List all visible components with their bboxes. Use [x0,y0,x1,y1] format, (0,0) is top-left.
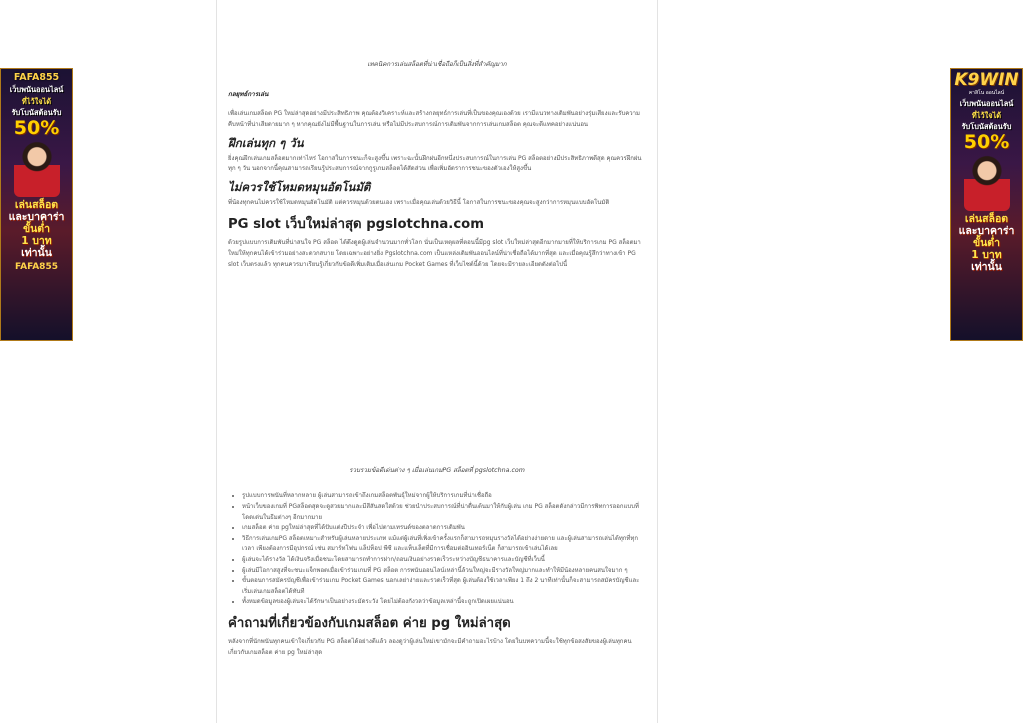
banner-percent: 50% [13,116,60,139]
benefits-list [228,491,646,608]
banner-big-4: 1 บาท [971,248,1002,261]
list-item: • ผู้เล่นจะได้รางวัล ได้เงินจริงเมื่อชนะโดยสามารถทำการฝาก/ถอนเงินอย่างรวดเร็วระหว่างบัญชีธนาคารและบัญชีที่เว็บนี้ [242,555,646,566]
banner-model-image [14,141,60,197]
banner-logo-sub: คาสิโน ออนไลน์ [968,90,1005,96]
list-item: • รูปแบบการพนันที่หลากหลาย ผู้เล่นสามารถเข้าถึงเกมสล็อตพันธุ์ใหม่จากผู้ให้บริการเกมที่น่าเชื่อถือ [242,491,646,502]
banner-big-1: เล่นสล็อต [14,198,59,211]
heading-practice: ฝึกเล่นทุก ๆ วัน [228,135,304,150]
article-column [216,0,658,723]
banner-big-5: เท่านั้น [971,260,1002,273]
list-item: • ผู้เล่นมีโอกาสสูงที่จะชนะแจ็กพอตเมื่อเข้าร่วมเกมที่ PG สล็อต การพนันออนไลน์เหล่านี้ล้วนใหญ่จะมีรางวัลใหญ่มากและทำให้มีน้องหลายคนสนใจมาก ๆ [242,566,646,577]
strategy-paragraph: เพื่อเล่นเกมสล็อต PG ใหม่ล่าสุดอย่างมีประสิทธิภาพ คุณต้องวิเคราะห์และสร้างกลยุทธ์การเล่นที่เป็นของคุณเองด้วย เรามีแนวทางเดิมพันอย่างรุ่มเสียงและรับความคืบหน้าที่น่าเสียดายมาก ๆ หากคุณยังไม่มีพื้นฐานในการเล่น หรือไม่มีประสบการณ์การเดิมพันจากการเล่นเกมสล็อต คุณจะดีแทคอย่างแน่นอน [228,110,641,128]
banner-big-2: และบาคาร่า [958,224,1015,237]
auto-spin-paragraph: พี่น้องทุกคนไม่ควรใช้โหมดหมุนอัตโนมัติ แต่ควรหมุนด้วยตนเอง เพราะเมื่อคุณเล่นด้วยวิธีนี้ โอกาสในการชนะของคุณจะสูงกว่าการหมุนแบบอัตโนมัติ [228,199,610,207]
banner-big-3: ขั้นต่ำ [972,236,1001,249]
banner-logo: K9WIN [954,70,1019,90]
banner-model-image [964,155,1010,211]
banner-big-1: เล่นสล็อต [964,212,1009,225]
banner-line-2: ที่ไว้ใจได้ [971,110,1002,120]
banner-big-4: 1 บาท [21,234,52,247]
faq-paragraph: หลังจากที่นักพนันทุกคนเข้าใจเกี่ยวกับ PG สล็อตได้อย่างดีแล้ว ลองดูว่าผู้เล่นใหม่เขามักจะมีคำถามอะไรบ้าง โดยในบทความนี้จะใช้ทุกข้อสงสัยของผู้เล่นทุกคน เกี่ยวกับเกมสล็อต ค่าย pg ใหม่ล่าสุด [228,637,632,656]
list-item: • หน้าเว็บของเกมที่ PGสล็อตสุดจะดูสวยมากและมีสีสันสดใสด้วย ช่วยนำประสบการณ์ที่น่าตื่นเต้นมาให้กับผู้เล่น เกม PG สล็อตดังกล่าวมีการพิทการออกแบบที่โดดเด่นในธีมต่างๆ อีกมากมาย [242,502,646,523]
banner-brand-top: FAFA855 [13,72,60,83]
banner-line-2: ที่ไว้ใจได้ [21,96,52,106]
list-item: • ขั้นตอนการสมัครบัญชีเพื่อเข้าร่วมเกม Pocket Games นอกเลย่าง่ายและรวดเร็วที่สุด ผู้เล่นต้องใช้เวลาเพียง 1 ถึง 2 นาทีเท่านั้นก็จะสามารถสมัครบัญชีและเริ่มเล่นเกมสล็อตได้ทันที [242,576,646,597]
heading-faq: คำถามที่เกี่ยวข้องกับเกมสล็อต ค่าย pg ใหม่ล่าสุด [228,615,511,631]
practice-paragraph: ยิ่งคุณฝึกเล่นเกมสล็อตมากเท่าไหร่ โอกาสในการชนะก็จะสูงขึ้น เพราะฉะนั้นฝึกฝนอีกหนึ่งประสบการณ์ในการเล่น PG สล็อตอย่างมีประสิทธิภาพดีสุด คุณควรฝึกฝนทุก ๆ วัน นอกจากนี้คุณสามารถเรียนรู้ประสบการณ์จากกูรูเกมสล็อตได้สัดส่วน เพื่อเพิ่มอัตราการชนะของตัวเองให้สูงขึ้น [228,154,642,173]
banner-big-2: และบาคาร่า [8,210,65,223]
banner-line-3: รับโบนัสต้อนรับ [961,122,1012,131]
banner-line-1: เว็บพนันออนไลน์ [9,85,64,94]
banner-line-1: เว็บพนันออนไลน์ [959,99,1014,108]
right-ad-banner[interactable] [950,68,1023,341]
list-item: • เกมสล็อต ค่าย pgใหม่ล่าสุดที่ได้ปับแต่งปีประจำ เพื่อไปตามเทรนด์ของตลาดการเดิมพัน [242,523,646,534]
heading-auto-spin: ไม่ควรใช้โหมดหมุนอัตโนมัติ [228,180,371,195]
new-site-paragraph: ด้วยรูปแบบการเดิมพันที่น่าสนใจ PG สล็อต ได้ดึงดูดผู้เล่นจำนวนมากทั่วโลก นั่นเป็นเหตุผลที่ตอนนี้มีpg slot เว็บใหม่ล่าสุดอีกมากมายที่ให้บริการเกม PG สล็อตมาใหม่ให้ทุกคนได้เข้าร่วมอย่างสะดวกสบาย โดยเฉพาะอย่างยิ่ง Pgslotchna.com เป็นแหล่งเดิมพันออนไลน์ที่น่าเชื่อถือได้มากที่สุด และเมื่อคุณรู้สึกว่าทางเข้า PG slot เว็บตรงแล้ว ทุกคนควรมาเรียนรู้เกี่ยวกับข้อดีเพิ่มเติมเมื่อเล่นเกม Pocket Games ที่เว็บไซต์นี้ด้วย โดยจะมีรายละเอียดดังต่อไปนี้ [228,238,641,268]
banner-big-5: เท่านั้น [21,246,52,259]
heading-new-site: PG slot เว็บใหม่ล่าสุด pgslotchna.com [228,216,484,232]
list-item: • ทั้งหมดข้อมูลของผู้เล่นจะได้รักษาเป็นอย่างระมัดระวัง โดยไม่ต้องกังวลว่าข้อมูลเหล่านี้จะถูกเปิดเผยแน่นอน [242,597,646,608]
image-caption-mid: รวบรวมข้อดีเด่นต่าง ๆ เมื่อเล่นเกมPG สล็อตที่ pgslotchna.com [349,467,525,475]
banner-line-3: รับโบนัสต้อนรับ [11,108,62,117]
article-image-mid [228,276,646,466]
strategy-label: กลยุทธ์การเล่น [228,91,269,98]
banner-brand-bottom: FAFA855 [15,261,58,272]
image-caption-top: เทคนิคการเล่นสล็อตที่น่าเชื่อถือก็เป็นสิ่งที่สำคัญมาก [367,61,507,68]
banner-big-3: ขั้นต่ำ [22,222,51,235]
banner-percent: 50% [963,130,1010,153]
left-ad-banner[interactable] [0,68,73,341]
list-item: • วิธีการเล่นเกมPG สล็อตเหมาะสำหรับผู้เล่นหลายประเภท แม้แต่ผู้เล่นที่เพิ่งเข้าครั้งแรกก็สามารถหมุนรางวัลได้อย่างง่ายดาย และผู้เล่นสามารถเล่นได้ทุกที่ทุกเวลา เพียงต้องการมีอุปกรณ์ เช่น สมาร์ทโฟน แล็ปท็อป พีซี และแท็บเล็ตที่มีการเชื่อมต่ออินเทอร์เน็ต ก็สามารถเข้าเล่นได้เลย [242,534,646,555]
article-image-top [228,0,646,60]
